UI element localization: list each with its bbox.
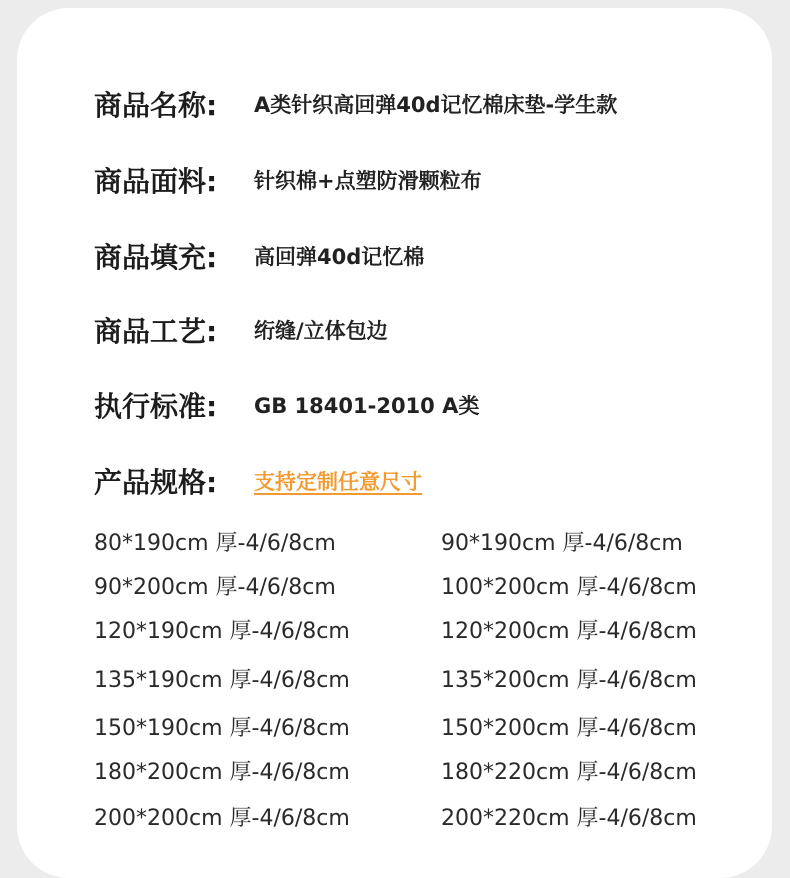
spec-row-craft — [94, 310, 388, 350]
spec-label: 执行标准: — [94, 390, 218, 423]
size-option: 150*200cm 厚-4/6/8cm — [441, 716, 697, 741]
spec-row-sizes — [94, 461, 422, 501]
size-option: 150*190cm 厚-4/6/8cm — [94, 716, 350, 741]
size-option: 200*220cm 厚-4/6/8cm — [441, 806, 697, 831]
spec-label: 商品名称: — [94, 89, 218, 122]
spec-value: GB 18401-2010 A类 — [254, 394, 480, 418]
spec-row-product-name — [94, 84, 617, 124]
spec-label: 产品规格: — [94, 466, 218, 499]
size-option: 135*200cm 厚-4/6/8cm — [441, 668, 697, 693]
spec-row-filling — [94, 236, 424, 276]
spec-value: 绗缝/立体包边 — [254, 319, 388, 343]
size-option: 180*200cm 厚-4/6/8cm — [94, 760, 350, 785]
size-option: 135*190cm 厚-4/6/8cm — [94, 668, 350, 693]
spec-label: 商品面料: — [94, 165, 218, 198]
spec-row-standard — [94, 385, 479, 425]
custom-size-link[interactable]: 支持定制任意尺寸 — [254, 470, 422, 494]
spec-row-fabric — [94, 160, 482, 200]
size-option: 120*200cm 厚-4/6/8cm — [441, 619, 697, 644]
size-option: 90*200cm 厚-4/6/8cm — [94, 575, 336, 600]
spec-label: 商品工艺: — [94, 315, 218, 348]
size-option: 80*190cm 厚-4/6/8cm — [94, 531, 336, 556]
size-option: 200*200cm 厚-4/6/8cm — [94, 806, 350, 831]
size-option: 120*190cm 厚-4/6/8cm — [94, 619, 350, 644]
spec-value: A类针织高回弹40d记忆棉床垫-学生款 — [254, 93, 618, 117]
product-info-card — [17, 8, 772, 878]
spec-value: 针织棉+点塑防滑颗粒布 — [254, 169, 482, 193]
size-option: 180*220cm 厚-4/6/8cm — [441, 760, 697, 785]
spec-value: 高回弹40d记忆棉 — [254, 245, 425, 269]
size-option: 100*200cm 厚-4/6/8cm — [441, 575, 697, 600]
size-option: 90*190cm 厚-4/6/8cm — [441, 531, 683, 556]
spec-label: 商品填充: — [94, 241, 218, 274]
